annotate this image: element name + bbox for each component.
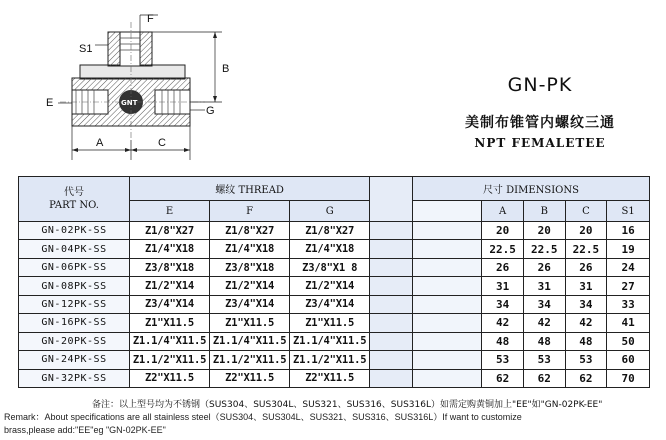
label-f: F bbox=[147, 13, 154, 25]
thread-f-cell: Z2"X11.5 bbox=[210, 369, 290, 388]
thread-e-cell: Z1"X11.5 bbox=[130, 314, 210, 332]
product-name-en: NPT FEMALETEE bbox=[474, 136, 606, 150]
thread-g-cell: Z1"X11.5 bbox=[290, 314, 370, 332]
product-model: GN-PK bbox=[507, 74, 573, 96]
blank-cell bbox=[412, 222, 481, 240]
blank-cell bbox=[412, 314, 481, 332]
label-b: B bbox=[222, 63, 230, 75]
part-no-cell: GN-20PK-SS bbox=[19, 332, 130, 350]
thread-g-cell: Z3/8"X1 8 bbox=[290, 258, 370, 276]
col-s1-header: S1 bbox=[607, 201, 650, 222]
dim-a-cell: 62 bbox=[482, 369, 524, 388]
thread-e-cell: Z2"X11.5 bbox=[130, 369, 210, 388]
thread-f-cell: Z1.1/2"X11.5 bbox=[210, 351, 290, 369]
remark-en: Remark：About specifications are all stainless steel（SUS304、SUS304L、SUS321、SUS316、SUS316L）If want to customize bbox=[4, 412, 522, 422]
dim-a-cell: 34 bbox=[482, 295, 524, 313]
dim-b-cell: 48 bbox=[523, 332, 565, 350]
part-no-cell: GN-12PK-SS bbox=[19, 295, 130, 313]
blank-cell bbox=[412, 369, 481, 388]
dim-s1-cell: 50 bbox=[607, 332, 650, 350]
thread-e-cell: Z3/8"X18 bbox=[130, 258, 210, 276]
tee-fitting-drawing bbox=[0, 0, 240, 168]
label-s1: S1 bbox=[79, 43, 93, 55]
part-no-cell: GN-32PK-SS bbox=[19, 369, 130, 388]
part-no-cell: GN-02PK-SS bbox=[19, 222, 130, 240]
thread-g-cell: Z1.1/2"X11.5 bbox=[290, 351, 370, 369]
part-no-cell: GN-08PK-SS bbox=[19, 277, 130, 295]
dim-a-cell: 20 bbox=[482, 222, 524, 240]
label-g: G bbox=[206, 105, 215, 117]
blank-cell bbox=[370, 351, 413, 369]
dim-s1-cell: 60 bbox=[607, 351, 650, 369]
table-row bbox=[19, 295, 650, 313]
part-no-cell: GN-24PK-SS bbox=[19, 351, 130, 369]
col-c-header: C bbox=[565, 201, 607, 222]
blank-cell bbox=[370, 222, 413, 240]
part-no-cell: GN-06PK-SS bbox=[19, 258, 130, 276]
blank-cell bbox=[370, 314, 413, 332]
dim-s1-cell: 19 bbox=[607, 240, 650, 258]
dim-b-cell: 20 bbox=[523, 222, 565, 240]
dim-s1-cell: 24 bbox=[607, 258, 650, 276]
blank-cell bbox=[370, 240, 413, 258]
dim-b-cell: 34 bbox=[523, 295, 565, 313]
blank-cell bbox=[370, 369, 413, 388]
dim-a-cell: 53 bbox=[482, 351, 524, 369]
dim-a-cell: 26 bbox=[482, 258, 524, 276]
col-f-header: F bbox=[210, 201, 290, 222]
product-name-cn: 美制布锥管内螺纹三通 bbox=[465, 115, 615, 131]
thread-g-cell: Z3/4"X14 bbox=[290, 295, 370, 313]
thread-f-cell: Z1.1/4"X11.5 bbox=[210, 332, 290, 350]
thread-f-cell: Z1/2"X14 bbox=[210, 277, 290, 295]
thread-f-cell: Z1/8"X27 bbox=[210, 222, 290, 240]
thread-g-cell: Z1.1/4"X11.5 bbox=[290, 332, 370, 350]
blank-cell bbox=[412, 332, 481, 350]
brand-mark: GNT bbox=[121, 99, 138, 107]
thread-f-cell: Z1/4"X18 bbox=[210, 240, 290, 258]
dim-a-cell: 22.5 bbox=[482, 240, 524, 258]
blank-cell bbox=[370, 258, 413, 276]
part-no-header-en: PART NO. bbox=[49, 200, 99, 211]
thread-f-cell: Z1"X11.5 bbox=[210, 314, 290, 332]
table-row bbox=[19, 351, 650, 369]
blank-header bbox=[370, 177, 413, 222]
dim-c-cell: 22.5 bbox=[565, 240, 607, 258]
table-row bbox=[19, 222, 650, 240]
blank-cell bbox=[370, 277, 413, 295]
thread-g-cell: Z1/2"X14 bbox=[290, 277, 370, 295]
blank-cell bbox=[370, 332, 413, 350]
part-no-cell: GN-16PK-SS bbox=[19, 314, 130, 332]
remark-en-cont: brass,please add:"EE"eg "GN-02PK-EE" bbox=[4, 425, 166, 435]
thread-e-cell: Z1.1/2"X11.5 bbox=[130, 351, 210, 369]
dim-s1-cell: 70 bbox=[607, 369, 650, 388]
blank-cell bbox=[412, 277, 481, 295]
title-block bbox=[420, 72, 660, 150]
dim-s1-cell: 33 bbox=[607, 295, 650, 313]
col-g-header: G bbox=[290, 201, 370, 222]
dim-a-cell: 48 bbox=[482, 332, 524, 350]
dimensions-header: 尺寸 DIMENSIONS bbox=[412, 177, 649, 201]
col-e-header: E bbox=[130, 201, 210, 222]
dim-b-cell: 31 bbox=[523, 277, 565, 295]
dim-b-cell: 22.5 bbox=[523, 240, 565, 258]
dim-a-cell: 31 bbox=[482, 277, 524, 295]
branch-bore bbox=[120, 32, 140, 66]
blank-cell bbox=[370, 295, 413, 313]
thread-e-cell: Z1/2"X14 bbox=[130, 277, 210, 295]
thread-g-cell: Z2"X11.5 bbox=[290, 369, 370, 388]
spec-table bbox=[18, 176, 650, 388]
blank-cell bbox=[412, 351, 481, 369]
thread-e-cell: Z1.1/4"X11.5 bbox=[130, 332, 210, 350]
remark-cn: 备注：以上型号均为不锈钢（SUS304、SUS304L、SUS321、SUS316、SUS316L）如需定购黄铜加上"EE"如"GN-02PK-EE" bbox=[92, 400, 603, 410]
dim-b-cell: 42 bbox=[523, 314, 565, 332]
dim-b-cell: 62 bbox=[523, 369, 565, 388]
part-no-header-cn: 代号 bbox=[64, 187, 84, 198]
col-b-header: B bbox=[523, 201, 565, 222]
thread-g-cell: Z1/4"X18 bbox=[290, 240, 370, 258]
table-row bbox=[19, 332, 650, 350]
thread-e-cell: Z1/8"X27 bbox=[130, 222, 210, 240]
dim-c-cell: 34 bbox=[565, 295, 607, 313]
thread-g-cell: Z1/8"X27 bbox=[290, 222, 370, 240]
blank-cell bbox=[412, 258, 481, 276]
dim-c-cell: 62 bbox=[565, 369, 607, 388]
thread-e-cell: Z3/4"X14 bbox=[130, 295, 210, 313]
dim-c-cell: 20 bbox=[565, 222, 607, 240]
part-no-cell: GN-04PK-SS bbox=[19, 240, 130, 258]
dim-s1-cell: 27 bbox=[607, 277, 650, 295]
thread-f-cell: Z3/8"X18 bbox=[210, 258, 290, 276]
col-a-header: A bbox=[482, 201, 524, 222]
blank-cell bbox=[412, 240, 481, 258]
table-row bbox=[19, 314, 650, 332]
dim-c-cell: 48 bbox=[565, 332, 607, 350]
thread-f-cell: Z3/4"X14 bbox=[210, 295, 290, 313]
hex-collar bbox=[80, 65, 185, 79]
dim-c-cell: 42 bbox=[565, 314, 607, 332]
label-c: C bbox=[158, 137, 166, 149]
dim-b-cell: 26 bbox=[523, 258, 565, 276]
thread-e-cell: Z1/4"X18 bbox=[130, 240, 210, 258]
dim-s1-cell: 41 bbox=[607, 314, 650, 332]
dim-s1-cell: 16 bbox=[607, 222, 650, 240]
label-a: A bbox=[96, 137, 104, 149]
label-e: E bbox=[46, 97, 54, 109]
part-no-header bbox=[19, 177, 130, 222]
dim-c-cell: 31 bbox=[565, 277, 607, 295]
blank-subheader bbox=[412, 201, 481, 222]
blank-cell bbox=[412, 295, 481, 313]
dim-b-cell: 53 bbox=[523, 351, 565, 369]
table-row bbox=[19, 240, 650, 258]
dim-c-cell: 26 bbox=[565, 258, 607, 276]
dim-c-cell: 53 bbox=[565, 351, 607, 369]
remark-block bbox=[0, 399, 666, 436]
dim-a-cell: 42 bbox=[482, 314, 524, 332]
table-row bbox=[19, 258, 650, 276]
table-row bbox=[19, 369, 650, 388]
thread-header: 螺纹 THREAD bbox=[130, 177, 370, 201]
table-row bbox=[19, 277, 650, 295]
